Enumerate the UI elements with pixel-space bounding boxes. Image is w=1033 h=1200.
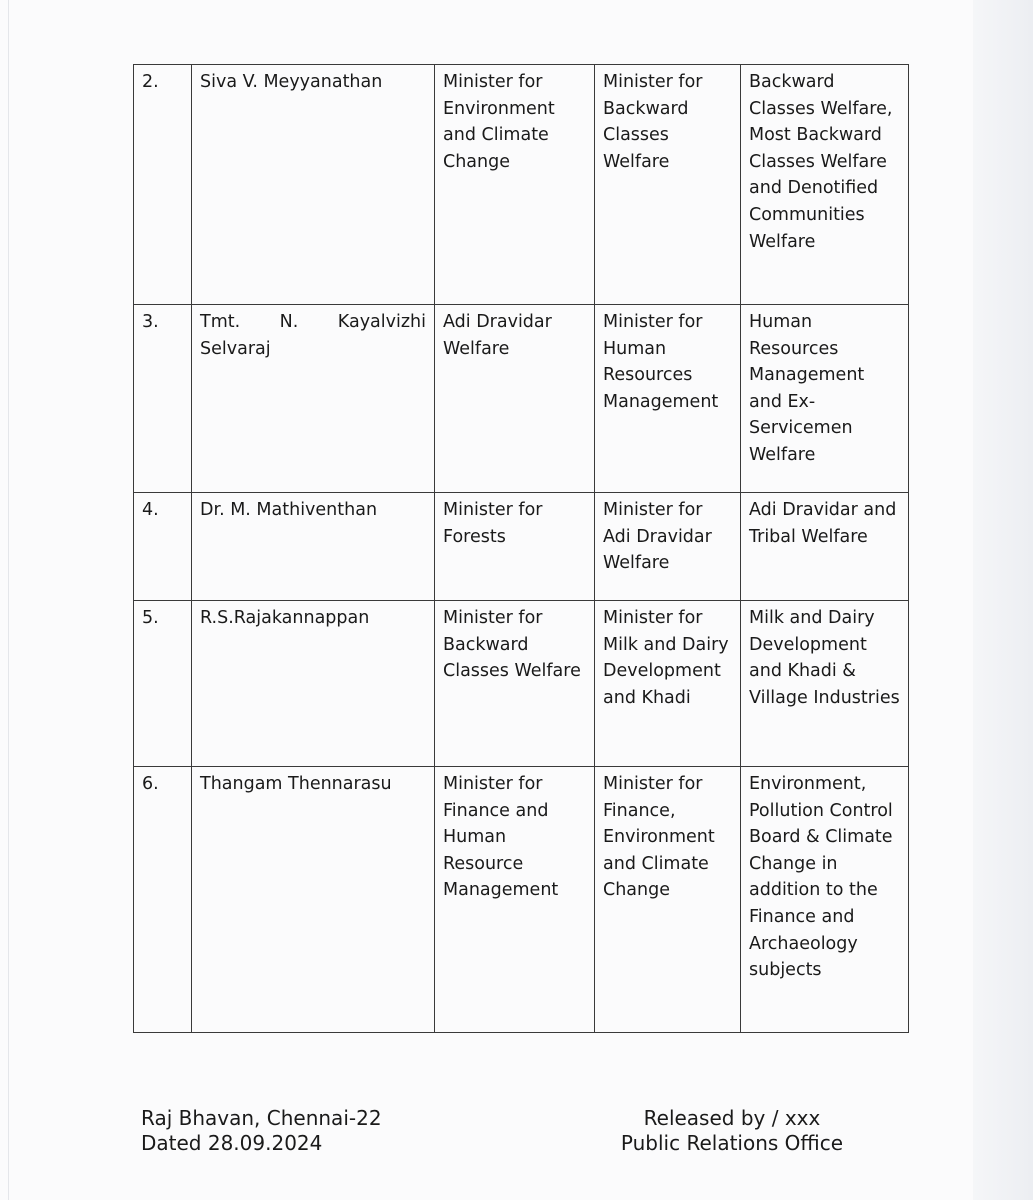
new-portfolio: Minister for Adi Dravidar Welfare	[595, 493, 741, 601]
issuing-office: Public Relations Office	[620, 1131, 844, 1155]
previous-portfolio: Minister for Environment and Climate Change	[435, 65, 595, 305]
subjects-allotted: Adi Dravidar and Tribal Welfare	[741, 493, 909, 601]
subjects-allotted: Milk and Dairy Development and Khadi & Village Industries	[741, 601, 909, 767]
serial-number: 6.	[134, 767, 192, 1033]
issuing-place: Raj Bhavan, Chennai-22	[141, 1106, 382, 1130]
new-portfolio: Minister for Finance, Environment and Climate Change	[595, 767, 741, 1033]
subjects-allotted: Backward Classes Welfare, Most Backward Classes Welfare and Denotified Communities Welfare	[741, 65, 909, 305]
previous-portfolio: Minister for Forests	[435, 493, 595, 601]
table-row	[134, 767, 909, 1033]
table-row	[134, 305, 909, 493]
new-portfolio: Minister for Human Resources Management	[595, 305, 741, 493]
minister-name: Tmt. N. Kayalvizhi Selvaraj	[192, 305, 435, 493]
subjects-allotted: Human Resources Management and Ex-Servicemen Welfare	[741, 305, 909, 493]
serial-number: 4.	[134, 493, 192, 601]
new-portfolio: Minister for Backward Classes Welfare	[595, 65, 741, 305]
previous-portfolio: Minister for Finance and Human Resource Management	[435, 767, 595, 1033]
ministers-portfolio-table	[133, 64, 909, 1033]
table-row	[134, 65, 909, 305]
page-margin-line	[8, 0, 9, 1200]
page-edge-shadow	[973, 0, 1033, 1200]
release-block	[604, 1106, 860, 1156]
new-portfolio: Minister for Milk and Dairy Development and Khadi	[595, 601, 741, 767]
minister-name: Thangam Thennarasu	[192, 767, 435, 1033]
subjects-allotted: Environment, Pollution Control Board & Climate Change in addition to the Finance and Archaeology subjects	[741, 767, 909, 1033]
table-row	[134, 493, 909, 601]
table-row	[134, 601, 909, 767]
serial-number: 2.	[134, 65, 192, 305]
released-by: Released by / xxx	[643, 1106, 821, 1130]
minister-name: Dr. M. Mathiventhan	[192, 493, 435, 601]
issue-date: Dated 28.09.2024	[141, 1131, 323, 1155]
previous-portfolio: Adi Dravidar Welfare	[435, 305, 595, 493]
issuing-place-block	[141, 1106, 382, 1156]
serial-number: 3.	[134, 305, 192, 493]
minister-name: Siva V. Meyyanathan	[192, 65, 435, 305]
minister-name: R.S.Rajakannappan	[192, 601, 435, 767]
serial-number: 5.	[134, 601, 192, 767]
previous-portfolio: Minister for Backward Classes Welfare	[435, 601, 595, 767]
